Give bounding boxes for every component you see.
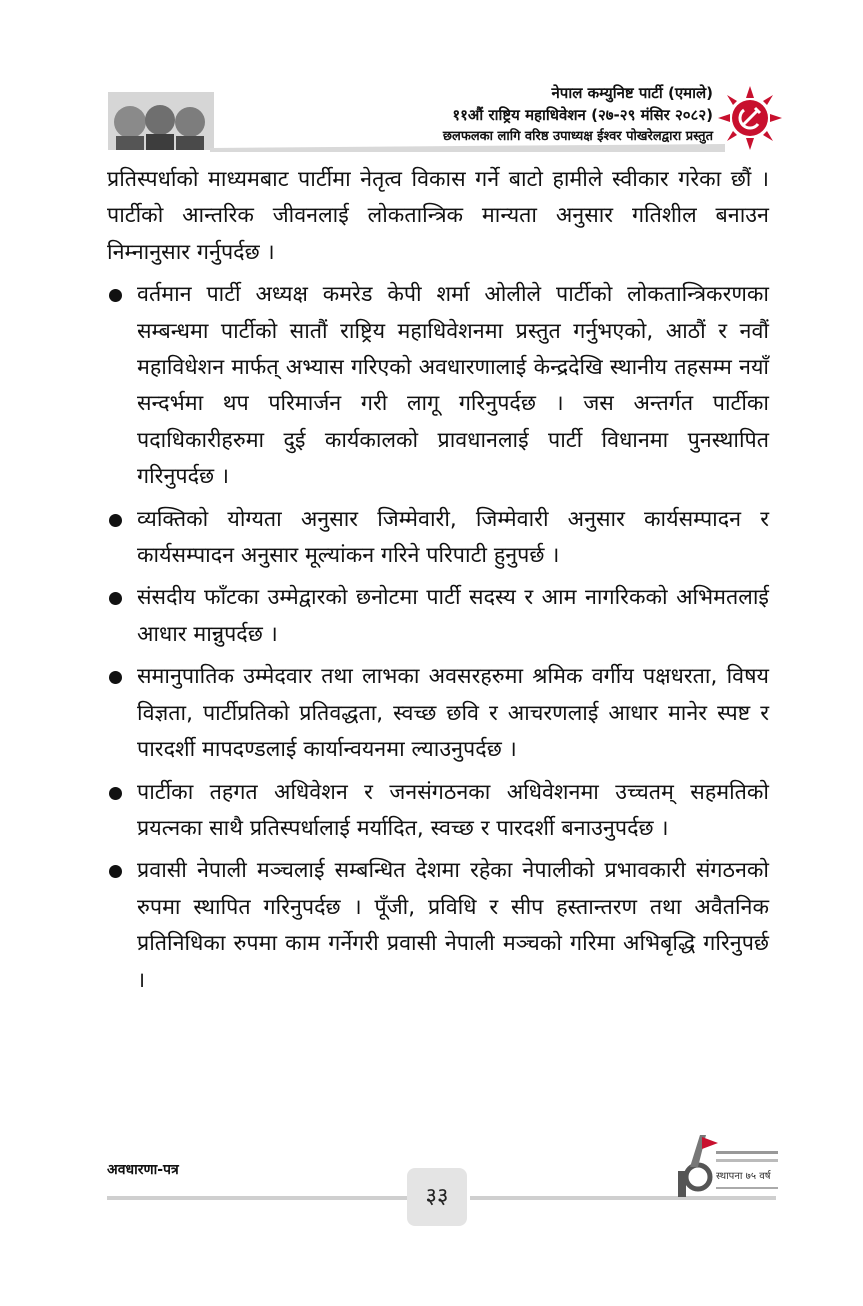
bullet-dot-icon — [109, 865, 122, 878]
list-item-text: व्यक्तिको योग्यता अनुसार जिम्मेवारी, जिम्मेवारी अनुसार कार्यसम्पादन र कार्यसम्पादन अनुसार मूल्यांकन गरिने परिपाटी हुनुपर्छ । — [137, 506, 769, 569]
list-item — [107, 277, 769, 495]
page-header — [0, 0, 863, 160]
list-item-text: वर्तमान पार्टी अध्यक्ष कमरेड केपी शर्मा ओलीले पार्टीको लोकतान्त्रिकरणका सम्बन्धमा पार्टीको सातौं राष्ट्रिय महाधिवेशनमा प्रस्तुत गर्नुभएको, आठौं र नवौं महाविधेशन मार्फत् अभ्यास गरिएको अवधारणालाई केन्द्रदेखि स्थानीय तहसम्म नयाँ सन्दर्भमा थप परिमार्जन गरी लागू गरिनुपर्दछ । जस अन्तर्गत पार्टीका पदाधिकारीहरुमा दुई कार्यकालको प्रावधानलाई पार्टी विधानमा पुनस्थापित गरिनुपर्दछ । — [137, 282, 769, 490]
leaders-portraits-image — [108, 92, 214, 150]
list-item — [107, 853, 769, 999]
list-item — [107, 659, 769, 768]
list-item — [107, 580, 769, 653]
party-emblem-icon — [718, 86, 782, 150]
list-item — [107, 502, 769, 575]
bullet-dot-icon — [109, 592, 122, 605]
page-content — [107, 162, 769, 1005]
intro-paragraph: प्रतिस्पर्धाको माध्यमबाट पार्टीमा नेतृत्व विकास गर्ने बाटो हामीले स्वीकार गरेका छौं । पार्टीको आन्तरिक जीवनलाई लोकतान्त्रिक मान्यता अनुसार गतिशील बनाउन निम्नानुसार गर्नुपर्दछ । — [107, 167, 769, 265]
presented-by: छलफलका लागि वरिष्ठ उपाध्यक्ष ईश्वर पोखरेलद्वारा प्रस्तुत — [442, 129, 713, 144]
convention-title: ११औं राष्ट्रिय महाधिवेशन (२७-२९ मंसिर २०८२) — [452, 106, 713, 124]
list-item-text: प्रवासी नेपाली मञ्चलाई सम्बन्धित देशमा रहेका नेपालीको प्रभावकारी संगठनको रुपमा स्थापित गरिनुपर्दछ । पूँजी, प्रविधि र सीप हस्तान्तरण तथा अवैतनिक प्रतिनिधिका रुपमा काम गर्नेगरी प्रवासी नेपाली मञ्चको गरिमा अभिबृद्धि गरिनुपर्छ । — [137, 858, 769, 993]
bullet-dot-icon — [109, 514, 122, 527]
list-item-text: संसदीय फाँटका उम्मेद्वारको छनोटमा पार्टी सदस्य र आम नागरिकको अभिमतलाई आधार मान्नुपर्दछ । — [137, 585, 769, 647]
list-item-text: समानुपातिक उम्मेदवार तथा लाभका अवसरहरुमा श्रमिक वर्गीय पक्षधरता, विषय विज्ञता, पार्टीप्रतिको प्रतिवद्धता, स्वच्छ छवि र आचरणलाई आधार मानेर स्पष्ट र पारदर्शी मापदण्डलाई कार्यान्वयनमा ल्याउनुपर्दछ । — [137, 664, 769, 763]
bullet-dot-icon — [109, 787, 122, 800]
logo-caption: स्थापना ७५ वर्ष — [716, 1171, 771, 1182]
anniversary-logo-icon — [676, 1133, 781, 1199]
page-number: ३३ — [407, 1168, 467, 1226]
list-item — [107, 775, 769, 848]
footer-divider-left — [107, 1196, 407, 1200]
list-item-text: पार्टीका तहगत अधिवेशन र जनसंगठनका अधिवेशनमा उच्चतम् सहमतिको प्रयत्नका साथै प्रतिस्पर्धालाई मर्यादित, स्वच्छ र पारदर्शी बनाउनुपर्दछ । — [137, 779, 769, 841]
header-text-block — [443, 82, 713, 148]
bullet-list — [107, 277, 769, 999]
bullet-dot-icon — [109, 671, 122, 684]
bullet-dot-icon — [109, 289, 122, 302]
document-type-label: अवधारणा-पत्र — [107, 1162, 179, 1178]
party-name: नेपाल कम्युनिष्ट पार्टी (एमाले) — [551, 84, 713, 102]
